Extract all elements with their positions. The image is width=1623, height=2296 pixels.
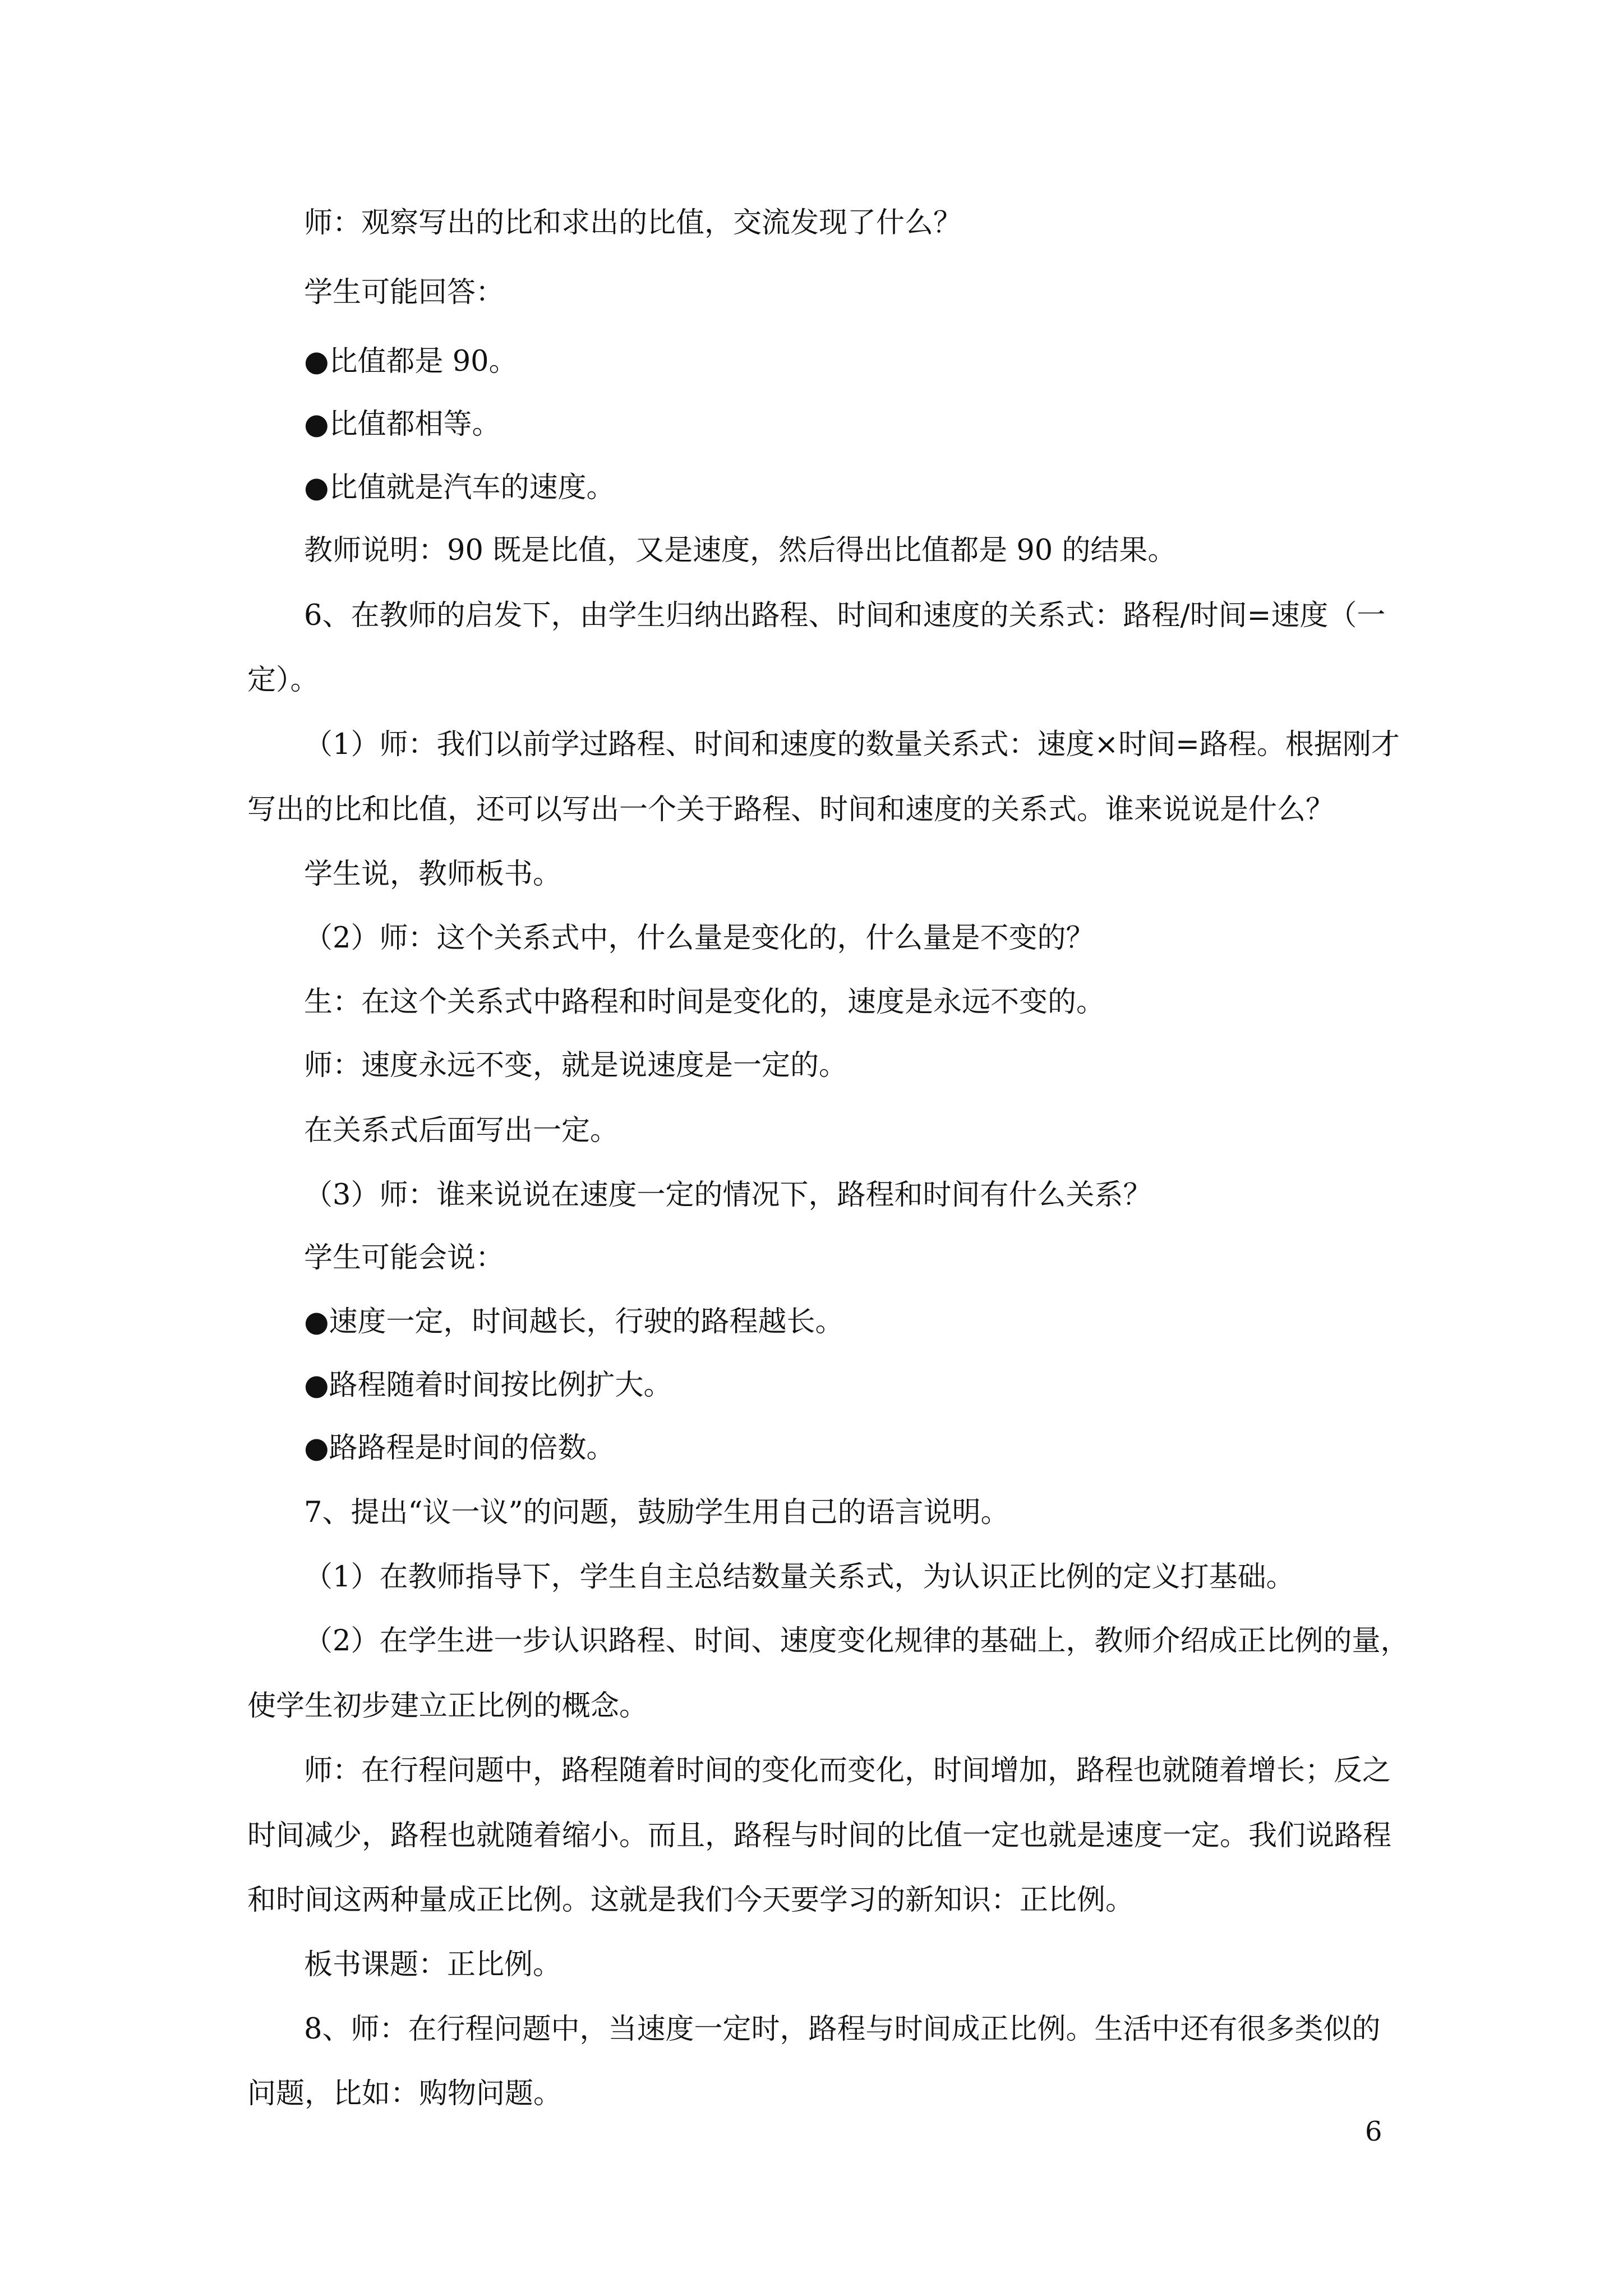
text-line: 使学生初步建立正比例的概念。 — [247, 1690, 648, 1723]
text-line: （2）在学生进一步认识路程、时间、速度变化规律的基础上，教师介绍成正比例的量， — [304, 1625, 1409, 1658]
text-line: （3）师：谁来说说在速度一定的情况下，路程和时间有什么关系？ — [304, 1179, 1152, 1212]
text-line: 8、师：在行程问题中，当速度一定时，路程与时间成正比例。生活中还有很多类似的 — [304, 2013, 1381, 2046]
text-line: 学生可能会说： — [304, 1241, 505, 1274]
text-line: （2）师：这个关系式中，什么量是变化的，什么量是不变的？ — [304, 922, 1095, 955]
bullet-item: ●比值就是汽车的速度。 — [304, 471, 615, 504]
text-line: 师：在行程问题中，路程随着时间的变化而变化，时间增加，路程也就随着增长；反之 — [304, 1754, 1391, 1787]
text-line: 师：速度永远不变，就是说速度是一定的。 — [304, 1049, 848, 1082]
text-line: 生：在这个关系式中路程和时间是变化的，速度是永远不变的。 — [304, 986, 1105, 1019]
text-line: 师：观察写出的比和求出的比值，交流发现了什么？ — [304, 206, 962, 240]
bullet-item: ●路程随着时间按比例扩大。 — [304, 1369, 672, 1402]
text-line: 学生可能回答： — [304, 276, 505, 309]
text-line: 写出的比和比值，还可以写出一个关于路程、时间和速度的关系式。谁来说说是什么？ — [247, 793, 1335, 826]
text-line: 在关系式后面写出一定。 — [304, 1114, 619, 1147]
text-line: 7、提出“议一议”的问题，鼓励学生用自己的语言说明。 — [304, 1496, 1009, 1529]
text-line: 时间减少，路程也就随着缩小。而且，路程与时间的比值一定也就是速度一定。我们说路程 — [247, 1819, 1392, 1852]
text-line: 和时间这两种量成正比例。这就是我们今天要学习的新知识：正比例。 — [247, 1884, 1135, 1917]
text-line: 定）。 — [247, 664, 319, 697]
text-line: 问题，比如：购物问题。 — [247, 2077, 562, 2110]
page-number: 6 — [1365, 2116, 1382, 2147]
bullet-item: ●比值都相等。 — [304, 408, 501, 441]
text-line: 学生说，教师板书。 — [304, 858, 562, 891]
bullet-item: ●路路程是时间的倍数。 — [304, 1432, 615, 1465]
bullet-item: ●比值都是 90。 — [304, 345, 518, 378]
text-line: 板书课题：正比例。 — [304, 1948, 562, 1981]
text-line: （1）在教师指导下，学生自主总结数量关系式，为认识正比例的定义打基础。 — [304, 1561, 1295, 1594]
bullet-item: ●速度一定，时间越长，行驶的路程越长。 — [304, 1305, 844, 1338]
text-line: 教师说明：90 既是比值，又是速度，然后得出比值都是 90 的结果。 — [304, 534, 1177, 567]
text-line: （1）师：我们以前学过路程、时间和速度的数量关系式：速度×时间=路程。根据刚才 — [304, 728, 1400, 761]
text-line: 6、在教师的启发下，由学生归纳出路程、时间和速度的关系式：路程/时间=速度（一 — [304, 599, 1386, 632]
